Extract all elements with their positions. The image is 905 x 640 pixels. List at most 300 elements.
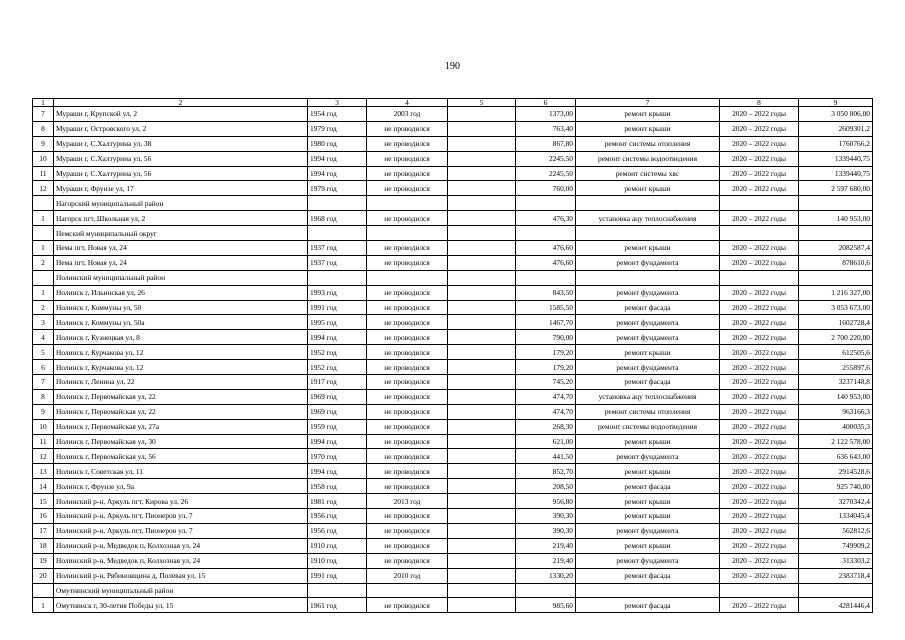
work-type-cell: ремонт крыши [576, 181, 720, 196]
table-row [33, 419, 873, 434]
row-number-cell: 15 [33, 494, 54, 509]
cost-cell: 2383718,4 [799, 568, 873, 583]
build-year-cell: 1961 год [308, 598, 367, 613]
period-cell: 2020 – 2022 годы [720, 404, 799, 419]
address-cell: Нолинск г, Первомайская ул, 22 [54, 404, 308, 419]
cost-cell: 1 216 327,00 [799, 285, 873, 300]
row-number-cell: 13 [33, 464, 54, 479]
empty-cell [448, 360, 516, 375]
build-year-cell: 1980 год [308, 136, 367, 151]
work-type-cell: ремонт системы отопления [576, 404, 720, 419]
address-cell: Нолинск г, Первомайская ул, 27а [54, 419, 308, 434]
cost-cell: 2914528,6 [799, 464, 873, 479]
last-repair-cell: не проводился [367, 404, 448, 419]
address-cell: Мураши г, С.Халтурина ул, 38 [54, 136, 308, 151]
cost-cell: 2 122 578,00 [799, 434, 873, 449]
area-cell: 2245,50 [516, 166, 576, 181]
table-row [33, 136, 873, 151]
area-cell: 1585,50 [516, 300, 576, 315]
address-cell: Нолинский р-н, Рябиновщина д, Полевая ул, 15 [54, 568, 308, 583]
build-year-cell: 1959 год [308, 419, 367, 434]
empty-cell [720, 196, 799, 211]
section-row [33, 583, 873, 598]
empty-cell [799, 196, 873, 211]
row-number-cell: 14 [33, 479, 54, 494]
cost-cell: 1334045,4 [799, 509, 873, 524]
row-number-cell: 12 [33, 449, 54, 464]
address-cell: Нолинск г, Коммуны ул, 50а [54, 315, 308, 330]
build-year-cell: 1979 год [308, 181, 367, 196]
period-cell: 2020 – 2022 годы [720, 494, 799, 509]
repair-schedule-table [32, 98, 873, 613]
empty-cell [448, 553, 516, 568]
address-cell: Мураши г, Фрунзе ул, 17 [54, 181, 308, 196]
area-cell: 1373,00 [516, 107, 576, 122]
work-type-cell: ремонт системы отопления [576, 136, 720, 151]
empty-cell [799, 226, 873, 241]
empty-cell [448, 479, 516, 494]
work-type-cell: ремонт фундамента [576, 315, 720, 330]
area-cell: 956,80 [516, 494, 576, 509]
period-cell: 2020 – 2022 годы [720, 300, 799, 315]
address-cell: Нолинск г, Фрунзе ул, 9а [54, 479, 308, 494]
row-number-cell: 4 [33, 330, 54, 345]
last-repair-cell: не проводился [367, 598, 448, 613]
period-cell: 2020 – 2022 годы [720, 523, 799, 538]
empty-cell [448, 509, 516, 524]
area-cell: 760,00 [516, 181, 576, 196]
section-row [33, 226, 873, 241]
last-repair-cell: не проводился [367, 375, 448, 390]
work-type-cell: ремонт крыши [576, 241, 720, 256]
last-repair-cell: не проводился [367, 255, 448, 270]
empty-cell [448, 241, 516, 256]
table-row [33, 523, 873, 538]
empty-cell [799, 270, 873, 285]
table-row [33, 553, 873, 568]
work-type-cell: ремонт системы водоотведения [576, 419, 720, 434]
last-repair-cell: не проводился [367, 419, 448, 434]
build-year-cell: 1969 год [308, 404, 367, 419]
last-repair-cell: не проводился [367, 360, 448, 375]
empty-cell [448, 196, 516, 211]
row-number-cell: 10 [33, 419, 54, 434]
empty-cell [720, 583, 799, 598]
last-repair-cell: не проводился [367, 121, 448, 136]
cost-cell: 562812,6 [799, 523, 873, 538]
period-cell: 2020 – 2022 годы [720, 509, 799, 524]
address-cell: Нолинский р-н, Аркуль пгт, Кирова ул, 26 [54, 494, 308, 509]
column-number-cell: 5 [448, 99, 516, 107]
cost-cell: 3 050 806,00 [799, 107, 873, 122]
table-row [33, 166, 873, 181]
address-cell: Нолинский р-н, Медведок п, Колхозная ул, 24 [54, 553, 308, 568]
empty-cell [448, 538, 516, 553]
last-repair-cell: не проводился [367, 330, 448, 345]
build-year-cell: 1910 год [308, 553, 367, 568]
header-row [33, 99, 873, 107]
area-cell: 1330,20 [516, 568, 576, 583]
table-row [33, 181, 873, 196]
address-cell: Мураши г, С.Халтурина ул, 56 [54, 166, 308, 181]
build-year-cell: 1979 год [308, 121, 367, 136]
row-number-cell: 12 [33, 181, 54, 196]
area-cell: 268,30 [516, 419, 576, 434]
column-number-cell: 3 [308, 99, 367, 107]
cost-cell: 4281446,4 [799, 598, 873, 613]
build-year-cell: 1956 год [308, 523, 367, 538]
work-type-cell: ремонт фундамента [576, 255, 720, 270]
empty-cell [33, 196, 54, 211]
work-type-cell: ремонт фундамента [576, 360, 720, 375]
build-year-cell: 1994 год [308, 151, 367, 166]
empty-cell [448, 121, 516, 136]
work-type-cell: ремонт системы водоотведения [576, 151, 720, 166]
period-cell: 2020 – 2022 годы [720, 315, 799, 330]
empty-cell [367, 270, 448, 285]
build-year-cell: 1917 год [308, 375, 367, 390]
table-row [33, 315, 873, 330]
address-cell: Мураши г, С.Халтурина ул, 56 [54, 151, 308, 166]
empty-cell [448, 449, 516, 464]
empty-cell [367, 583, 448, 598]
area-cell: 474,70 [516, 404, 576, 419]
empty-cell [448, 166, 516, 181]
row-number-cell: 1 [33, 598, 54, 613]
cost-cell: 1339440,75 [799, 151, 873, 166]
area-cell: 476,30 [516, 211, 576, 226]
build-year-cell: 1981 год [308, 494, 367, 509]
area-cell: 474,70 [516, 389, 576, 404]
row-number-cell: 18 [33, 538, 54, 553]
empty-cell [448, 285, 516, 300]
row-number-cell: 2 [33, 300, 54, 315]
period-cell: 2020 – 2022 годы [720, 360, 799, 375]
row-number-cell: 7 [33, 375, 54, 390]
section-title-cell: Немский муниципальный округ [54, 226, 308, 241]
empty-cell [516, 270, 576, 285]
empty-cell [448, 598, 516, 613]
last-repair-cell: не проводился [367, 241, 448, 256]
work-type-cell: ремонт фундамента [576, 285, 720, 300]
period-cell: 2020 – 2022 годы [720, 419, 799, 434]
section-row [33, 196, 873, 211]
table-row [33, 121, 873, 136]
last-repair-cell: не проводился [367, 434, 448, 449]
period-cell: 2020 – 2022 годы [720, 211, 799, 226]
last-repair-cell: не проводился [367, 389, 448, 404]
empty-cell [448, 523, 516, 538]
section-title-cell: Омутнинский муниципальный район [54, 583, 308, 598]
table-row [33, 538, 873, 553]
empty-cell [367, 226, 448, 241]
row-number-cell: 10 [33, 151, 54, 166]
period-cell: 2020 – 2022 годы [720, 479, 799, 494]
last-repair-cell: не проводился [367, 285, 448, 300]
cost-cell: 1760766,2 [799, 136, 873, 151]
cost-cell: 255897,6 [799, 360, 873, 375]
row-number-cell: 5 [33, 345, 54, 360]
build-year-cell: 1952 год [308, 345, 367, 360]
work-type-cell: ремонт крыши [576, 121, 720, 136]
row-number-cell: 7 [33, 107, 54, 122]
table-row [33, 598, 873, 613]
build-year-cell: 1958 год [308, 479, 367, 494]
empty-cell [308, 226, 367, 241]
address-cell: Нолинск г, Курчакова ул, 12 [54, 345, 308, 360]
last-repair-cell: не проводился [367, 509, 448, 524]
empty-cell [448, 389, 516, 404]
empty-cell [576, 270, 720, 285]
cost-cell: 1339440,75 [799, 166, 873, 181]
cost-cell: 878610,6 [799, 255, 873, 270]
work-type-cell: ремонт фундамента [576, 523, 720, 538]
empty-cell [448, 270, 516, 285]
cost-cell: 313303,2 [799, 553, 873, 568]
area-cell: 179,20 [516, 345, 576, 360]
area-cell: 208,50 [516, 479, 576, 494]
empty-cell [33, 270, 54, 285]
build-year-cell: 1969 год [308, 389, 367, 404]
work-type-cell: ремонт крыши [576, 345, 720, 360]
work-type-cell: ремонт крыши [576, 434, 720, 449]
empty-cell [448, 568, 516, 583]
row-number-cell: 1 [33, 211, 54, 226]
area-cell: 219,40 [516, 553, 576, 568]
table-row [33, 151, 873, 166]
empty-cell [448, 136, 516, 151]
last-repair-cell: 2003 год [367, 107, 448, 122]
work-type-cell: ремонт крыши [576, 509, 720, 524]
empty-cell [448, 494, 516, 509]
empty-cell [448, 464, 516, 479]
period-cell: 2020 – 2022 годы [720, 389, 799, 404]
last-repair-cell: не проводился [367, 479, 448, 494]
period-cell: 2020 – 2022 годы [720, 375, 799, 390]
cost-cell: 3237148,8 [799, 375, 873, 390]
table-row [33, 285, 873, 300]
table-row [33, 330, 873, 345]
empty-cell [516, 583, 576, 598]
address-cell: Нолинск г, Кузнецкая ул, 8 [54, 330, 308, 345]
area-cell: 441,50 [516, 449, 576, 464]
empty-cell [720, 226, 799, 241]
empty-cell [720, 270, 799, 285]
build-year-cell: 1991 год [308, 300, 367, 315]
cost-cell: 749909,2 [799, 538, 873, 553]
work-type-cell: ремонт системы хвс [576, 166, 720, 181]
table-row [33, 255, 873, 270]
cost-cell: 3 053 673,00 [799, 300, 873, 315]
empty-cell [516, 226, 576, 241]
empty-cell [308, 196, 367, 211]
column-number-cell: 9 [799, 99, 873, 107]
build-year-cell: 1993 год [308, 285, 367, 300]
table-row [33, 404, 873, 419]
period-cell: 2020 – 2022 годы [720, 434, 799, 449]
last-repair-cell: не проводился [367, 136, 448, 151]
table-row [33, 449, 873, 464]
address-cell: Нолинск г, Первомайская ул, 22 [54, 389, 308, 404]
cost-cell: 2082587,4 [799, 241, 873, 256]
row-number-cell: 9 [33, 136, 54, 151]
work-type-cell: установка ацу теплоснабжения [576, 389, 720, 404]
last-repair-cell: не проводился [367, 315, 448, 330]
table-row [33, 434, 873, 449]
row-number-cell: 19 [33, 553, 54, 568]
period-cell: 2020 – 2022 годы [720, 151, 799, 166]
build-year-cell: 1994 год [308, 464, 367, 479]
table-row [33, 464, 873, 479]
column-number-cell: 6 [516, 99, 576, 107]
table-row [33, 568, 873, 583]
row-number-cell: 1 [33, 285, 54, 300]
last-repair-cell: не проводился [367, 523, 448, 538]
area-cell: 621,00 [516, 434, 576, 449]
row-number-cell: 11 [33, 434, 54, 449]
empty-cell [448, 419, 516, 434]
work-type-cell: ремонт фасада [576, 300, 720, 315]
area-cell: 390,30 [516, 509, 576, 524]
empty-cell [367, 196, 448, 211]
work-type-cell: ремонт крыши [576, 107, 720, 122]
build-year-cell: 1995 год [308, 315, 367, 330]
row-number-cell: 3 [33, 315, 54, 330]
address-cell: Мураши г, Островского ул, 2 [54, 121, 308, 136]
work-type-cell: ремонт фасада [576, 598, 720, 613]
address-cell: Нолинск г, Ленина ул, 22 [54, 375, 308, 390]
period-cell: 2020 – 2022 годы [720, 464, 799, 479]
work-type-cell: ремонт крыши [576, 538, 720, 553]
work-type-cell: ремонт фундамента [576, 553, 720, 568]
row-number-cell: 6 [33, 360, 54, 375]
section-title-cell: Нагорский муниципальный район [54, 196, 308, 211]
last-repair-cell: не проводился [367, 181, 448, 196]
row-number-cell: 11 [33, 166, 54, 181]
row-number-cell: 8 [33, 389, 54, 404]
period-cell: 2020 – 2022 годы [720, 136, 799, 151]
build-year-cell: 1910 год [308, 538, 367, 553]
area-cell: 745,20 [516, 375, 576, 390]
table-row [33, 107, 873, 122]
address-cell: Нема пгт, Новая ул, 24 [54, 241, 308, 256]
cost-cell: 400035,3 [799, 419, 873, 434]
empty-cell [308, 270, 367, 285]
build-year-cell: 1937 год [308, 255, 367, 270]
last-repair-cell: не проводился [367, 151, 448, 166]
table-row [33, 300, 873, 315]
row-number-cell: 9 [33, 404, 54, 419]
last-repair-cell: не проводился [367, 211, 448, 226]
area-cell: 2245,50 [516, 151, 576, 166]
address-cell: Нолинский р-н, Аркуль пгт, Пионеров ул, 7 [54, 509, 308, 524]
last-repair-cell: не проводился [367, 345, 448, 360]
period-cell: 2020 – 2022 годы [720, 121, 799, 136]
address-cell: Нолинский р-н, Медведок п, Колхозная ул, 24 [54, 538, 308, 553]
period-cell: 2020 – 2022 годы [720, 449, 799, 464]
last-repair-cell: не проводился [367, 464, 448, 479]
column-number-cell: 8 [720, 99, 799, 107]
page-number: 190 [445, 61, 460, 72]
period-cell: 2020 – 2022 годы [720, 345, 799, 360]
period-cell: 2020 – 2022 годы [720, 598, 799, 613]
empty-cell [448, 583, 516, 598]
empty-cell [448, 404, 516, 419]
period-cell: 2020 – 2022 годы [720, 553, 799, 568]
empty-cell [448, 434, 516, 449]
area-cell: 985,60 [516, 598, 576, 613]
period-cell: 2020 – 2022 годы [720, 285, 799, 300]
last-repair-cell: не проводился [367, 449, 448, 464]
area-cell: 1467,70 [516, 315, 576, 330]
table-row [33, 479, 873, 494]
area-cell: 476,60 [516, 255, 576, 270]
empty-cell [448, 181, 516, 196]
last-repair-cell: не проводился [367, 538, 448, 553]
table-row [33, 389, 873, 404]
area-cell: 390,30 [516, 523, 576, 538]
address-cell: Омутнинск г, 30-летия Победы ул, 15 [54, 598, 308, 613]
work-type-cell: установка ацу теплоснабжения [576, 211, 720, 226]
cost-cell: 140 953,00 [799, 211, 873, 226]
work-type-cell: ремонт крыши [576, 464, 720, 479]
area-cell: 763,40 [516, 121, 576, 136]
empty-cell [448, 255, 516, 270]
column-number-cell: 7 [576, 99, 720, 107]
table-row [33, 494, 873, 509]
last-repair-cell: не проводился [367, 553, 448, 568]
cost-cell: 140 953,00 [799, 389, 873, 404]
empty-cell [448, 315, 516, 330]
build-year-cell: 1937 год [308, 241, 367, 256]
empty-cell [516, 196, 576, 211]
build-year-cell: 1994 год [308, 330, 367, 345]
build-year-cell: 1956 год [308, 509, 367, 524]
period-cell: 2020 – 2022 годы [720, 255, 799, 270]
work-type-cell: ремонт фундамента [576, 449, 720, 464]
table-row [33, 211, 873, 226]
cost-cell: 925 740,00 [799, 479, 873, 494]
address-cell: Нолинск г, Коммуны ул, 50 [54, 300, 308, 315]
cost-cell: 963166,3 [799, 404, 873, 419]
empty-cell [448, 330, 516, 345]
empty-cell [33, 226, 54, 241]
table-row [33, 345, 873, 360]
row-number-cell: 17 [33, 523, 54, 538]
column-number-cell: 2 [54, 99, 308, 107]
area-cell: 179,20 [516, 360, 576, 375]
last-repair-cell: не проводился [367, 166, 448, 181]
build-year-cell: 1970 год [308, 449, 367, 464]
address-cell: Нолинск г, Советская ул, 11 [54, 464, 308, 479]
period-cell: 2020 – 2022 годы [720, 181, 799, 196]
period-cell: 2020 – 2022 годы [720, 330, 799, 345]
row-number-cell: 2 [33, 255, 54, 270]
area-cell: 867,80 [516, 136, 576, 151]
work-type-cell: ремонт фасада [576, 375, 720, 390]
empty-cell [799, 583, 873, 598]
address-cell: Нагорск пгт, Школьная ул, 2 [54, 211, 308, 226]
build-year-cell: 1968 год [308, 211, 367, 226]
address-cell: Нема пгт, Новая ул, 24 [54, 255, 308, 270]
period-cell: 2020 – 2022 годы [720, 568, 799, 583]
build-year-cell: 1954 год [308, 107, 367, 122]
empty-cell [448, 345, 516, 360]
column-number-cell: 1 [33, 99, 54, 107]
empty-cell [448, 107, 516, 122]
table-row [33, 241, 873, 256]
table-body [33, 99, 873, 613]
